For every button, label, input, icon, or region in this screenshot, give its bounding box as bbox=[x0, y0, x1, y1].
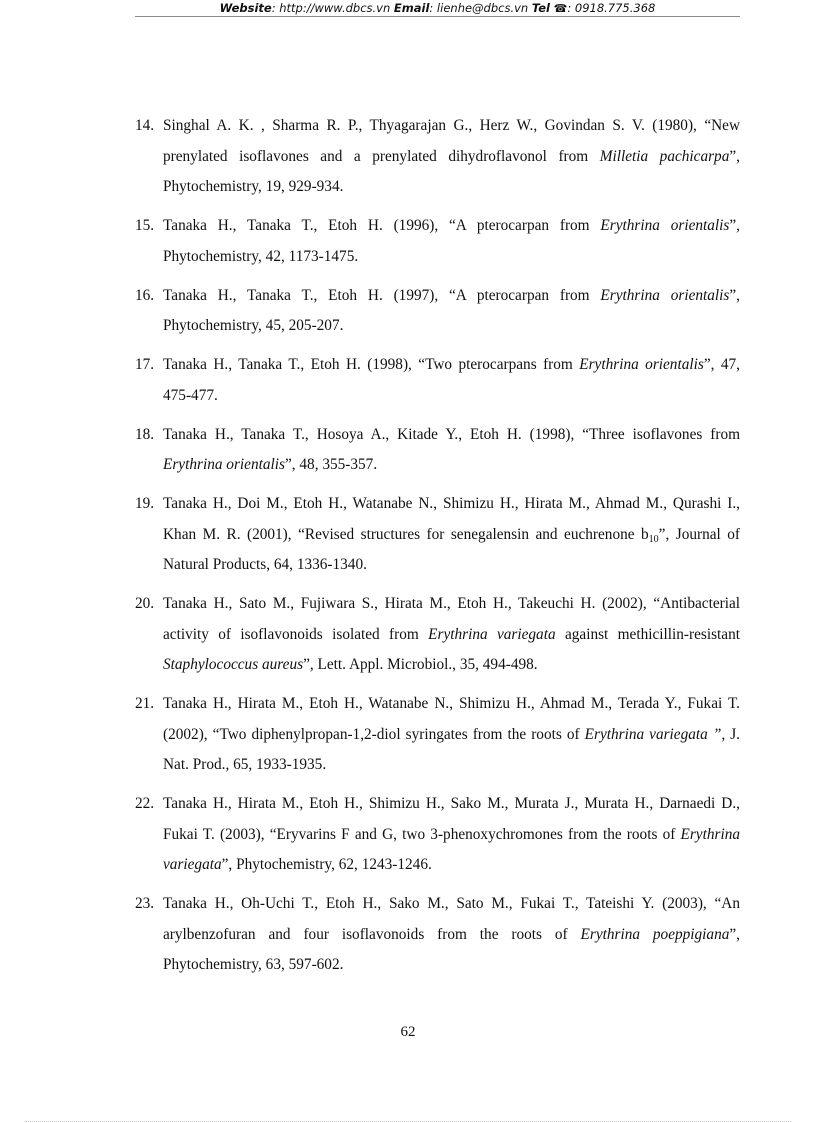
reference-number: 17. bbox=[135, 356, 155, 373]
reference-item bbox=[135, 489, 740, 581]
reference-text-part: ”, Lett. Appl. Microbiol., 35, 494-498. bbox=[303, 656, 538, 673]
reference-text-part: ”, Phytochemistry, 62, 1243-1246. bbox=[221, 856, 432, 873]
reference-number: 23. bbox=[135, 895, 155, 912]
reference-text-part: ”, 47, 475-477. bbox=[163, 356, 740, 404]
reference-number: 20. bbox=[135, 595, 155, 612]
reference-text-part: ”, Phytochemistry, 42, 1173-1475. bbox=[163, 217, 740, 265]
reference-number: 18. bbox=[135, 425, 155, 443]
reference-text-part: Singhal A. K. , Sharma R. P., Thyagarajan G., Herz W., Govindan S. V. (1980), “New prenylated isoflavones and a prenylated dihydroflavonol from bbox=[163, 117, 740, 165]
reference-item bbox=[135, 889, 740, 981]
website-label: Website bbox=[219, 1, 272, 15]
page-header bbox=[135, 0, 740, 17]
reference-text bbox=[163, 695, 740, 773]
reference-item bbox=[135, 281, 740, 342]
reference-text-part: ”, Journal of Natural Products, 64, 1336-1340. bbox=[163, 525, 740, 573]
reference-text-part: ”, Phytochemistry, 19, 929-934. bbox=[163, 147, 740, 195]
reference-italic-text: Erythrina variegata bbox=[428, 625, 556, 643]
reference-text-part: against methicillin-resistant bbox=[555, 625, 740, 643]
reference-text-part: Tanaka H., Sato M., Fujiwara S., Hirata M., Etoh H., Takeuchi H. (2002), “Antibacterial activity of isoflavonoids isolated from bbox=[163, 595, 740, 643]
reference-item bbox=[135, 789, 740, 881]
reference-item bbox=[135, 589, 740, 681]
website-value: : http://www.dbcs.vn bbox=[271, 1, 391, 15]
reference-text-part: Tanaka H., Doi M., Etoh H., Watanabe N., Shimizu H., Hirata M., Ahmad M., Qurashi I., Khan M. R. (2001), “Revised structures for senegalensin and euchrenone b bbox=[163, 495, 740, 543]
reference-text-part: Tanaka H., Hirata M., Etoh H., Watanabe N., Shimizu H., Ahmad M., Terada Y., Fukai T. (2002), “Two diphenylpropan-1,2-diol syringates from the roots of bbox=[163, 695, 740, 743]
reference-text bbox=[163, 217, 740, 265]
reference-text bbox=[163, 495, 740, 573]
tel-value: : 0918.775.368 bbox=[567, 1, 656, 15]
reference-number: 16. bbox=[135, 286, 155, 304]
reference-text-part: Tanaka H., Tanaka T., Hosoya A., Kitade Y., Etoh H. (1998), “Three isoflavones from bbox=[163, 425, 740, 443]
reference-item bbox=[135, 111, 740, 203]
reference-italic-text: Erythrina orientalis bbox=[600, 217, 730, 234]
tel-label: Tel bbox=[531, 1, 550, 15]
reference-number: 14. bbox=[135, 117, 155, 134]
reference-text-part: Tanaka H., Tanaka T., Etoh H. (1998), “Two pterocarpans from bbox=[163, 356, 580, 373]
reference-item bbox=[135, 350, 740, 411]
reference-text bbox=[163, 895, 740, 973]
reference-italic-text: Erythrina orientalis bbox=[579, 356, 704, 373]
reference-item bbox=[135, 689, 740, 781]
reference-list bbox=[135, 111, 740, 989]
reference-text-part: ”, Phytochemistry, 63, 597-602. bbox=[163, 925, 740, 973]
reference-item bbox=[135, 211, 740, 272]
footer-divider bbox=[25, 1121, 791, 1122]
reference-text bbox=[163, 356, 740, 404]
reference-text-part: Tanaka H., Tanaka T., Etoh H. (1997), “A pterocarpan from bbox=[163, 286, 601, 304]
reference-text bbox=[163, 287, 740, 335]
reference-text bbox=[163, 595, 740, 673]
reference-text-part: Tanaka H., Tanaka T., Etoh H. (1996), “A pterocarpan from bbox=[163, 217, 601, 234]
reference-text-part: Tanaka H., Oh-Uchi T., Etoh H., Sako M., Sato M., Fukai T., Tateishi Y. (2003), “An arylbenzofuran and four isoflavonoids from the roots of bbox=[163, 895, 740, 943]
reference-text-part: Tanaka H., Hirata M., Etoh H., Shimizu H., Sako M., Murata J., Murata H., Darnaedi D., Fukai T. (2003), “Eryvarins F and G, two 3-phenoxychromones from the roots of bbox=[163, 795, 740, 843]
reference-text-part: ”, Phytochemistry, 45, 205-207. bbox=[163, 286, 740, 334]
reference-item bbox=[135, 420, 740, 481]
reference-number: 21. bbox=[135, 695, 155, 712]
reference-italic-text: Staphylococcus aureus bbox=[163, 656, 304, 673]
telephone-icon: ☎ bbox=[553, 2, 568, 15]
reference-italic-text: Erythrina variegata bbox=[163, 825, 740, 873]
reference-number: 22. bbox=[135, 795, 155, 812]
reference-text bbox=[163, 426, 740, 474]
reference-number: 19. bbox=[135, 495, 155, 512]
reference-italic-text: Milletia pachicarpa bbox=[599, 147, 730, 165]
reference-number: 15. bbox=[135, 217, 155, 234]
reference-italic-text: Erythrina orientalis bbox=[163, 456, 285, 473]
reference-text-part: ”, 48, 355-357. bbox=[284, 456, 378, 473]
reference-subscript: 10 bbox=[648, 533, 659, 545]
page-number: 62 bbox=[400, 1024, 416, 1040]
reference-text bbox=[163, 795, 740, 873]
email-value: : lienhe@dbcs.vn bbox=[429, 1, 529, 15]
reference-text-part: J. Nat. Prod., 65, 1933-1935. bbox=[163, 725, 741, 773]
reference-italic-text: Erythrina variegata ”, bbox=[584, 725, 726, 743]
reference-italic-text: Erythrina poeppigiana bbox=[580, 925, 730, 943]
reference-text bbox=[163, 117, 740, 195]
reference-italic-text: Erythrina orientalis bbox=[600, 286, 730, 304]
email-label: Email bbox=[393, 1, 430, 15]
